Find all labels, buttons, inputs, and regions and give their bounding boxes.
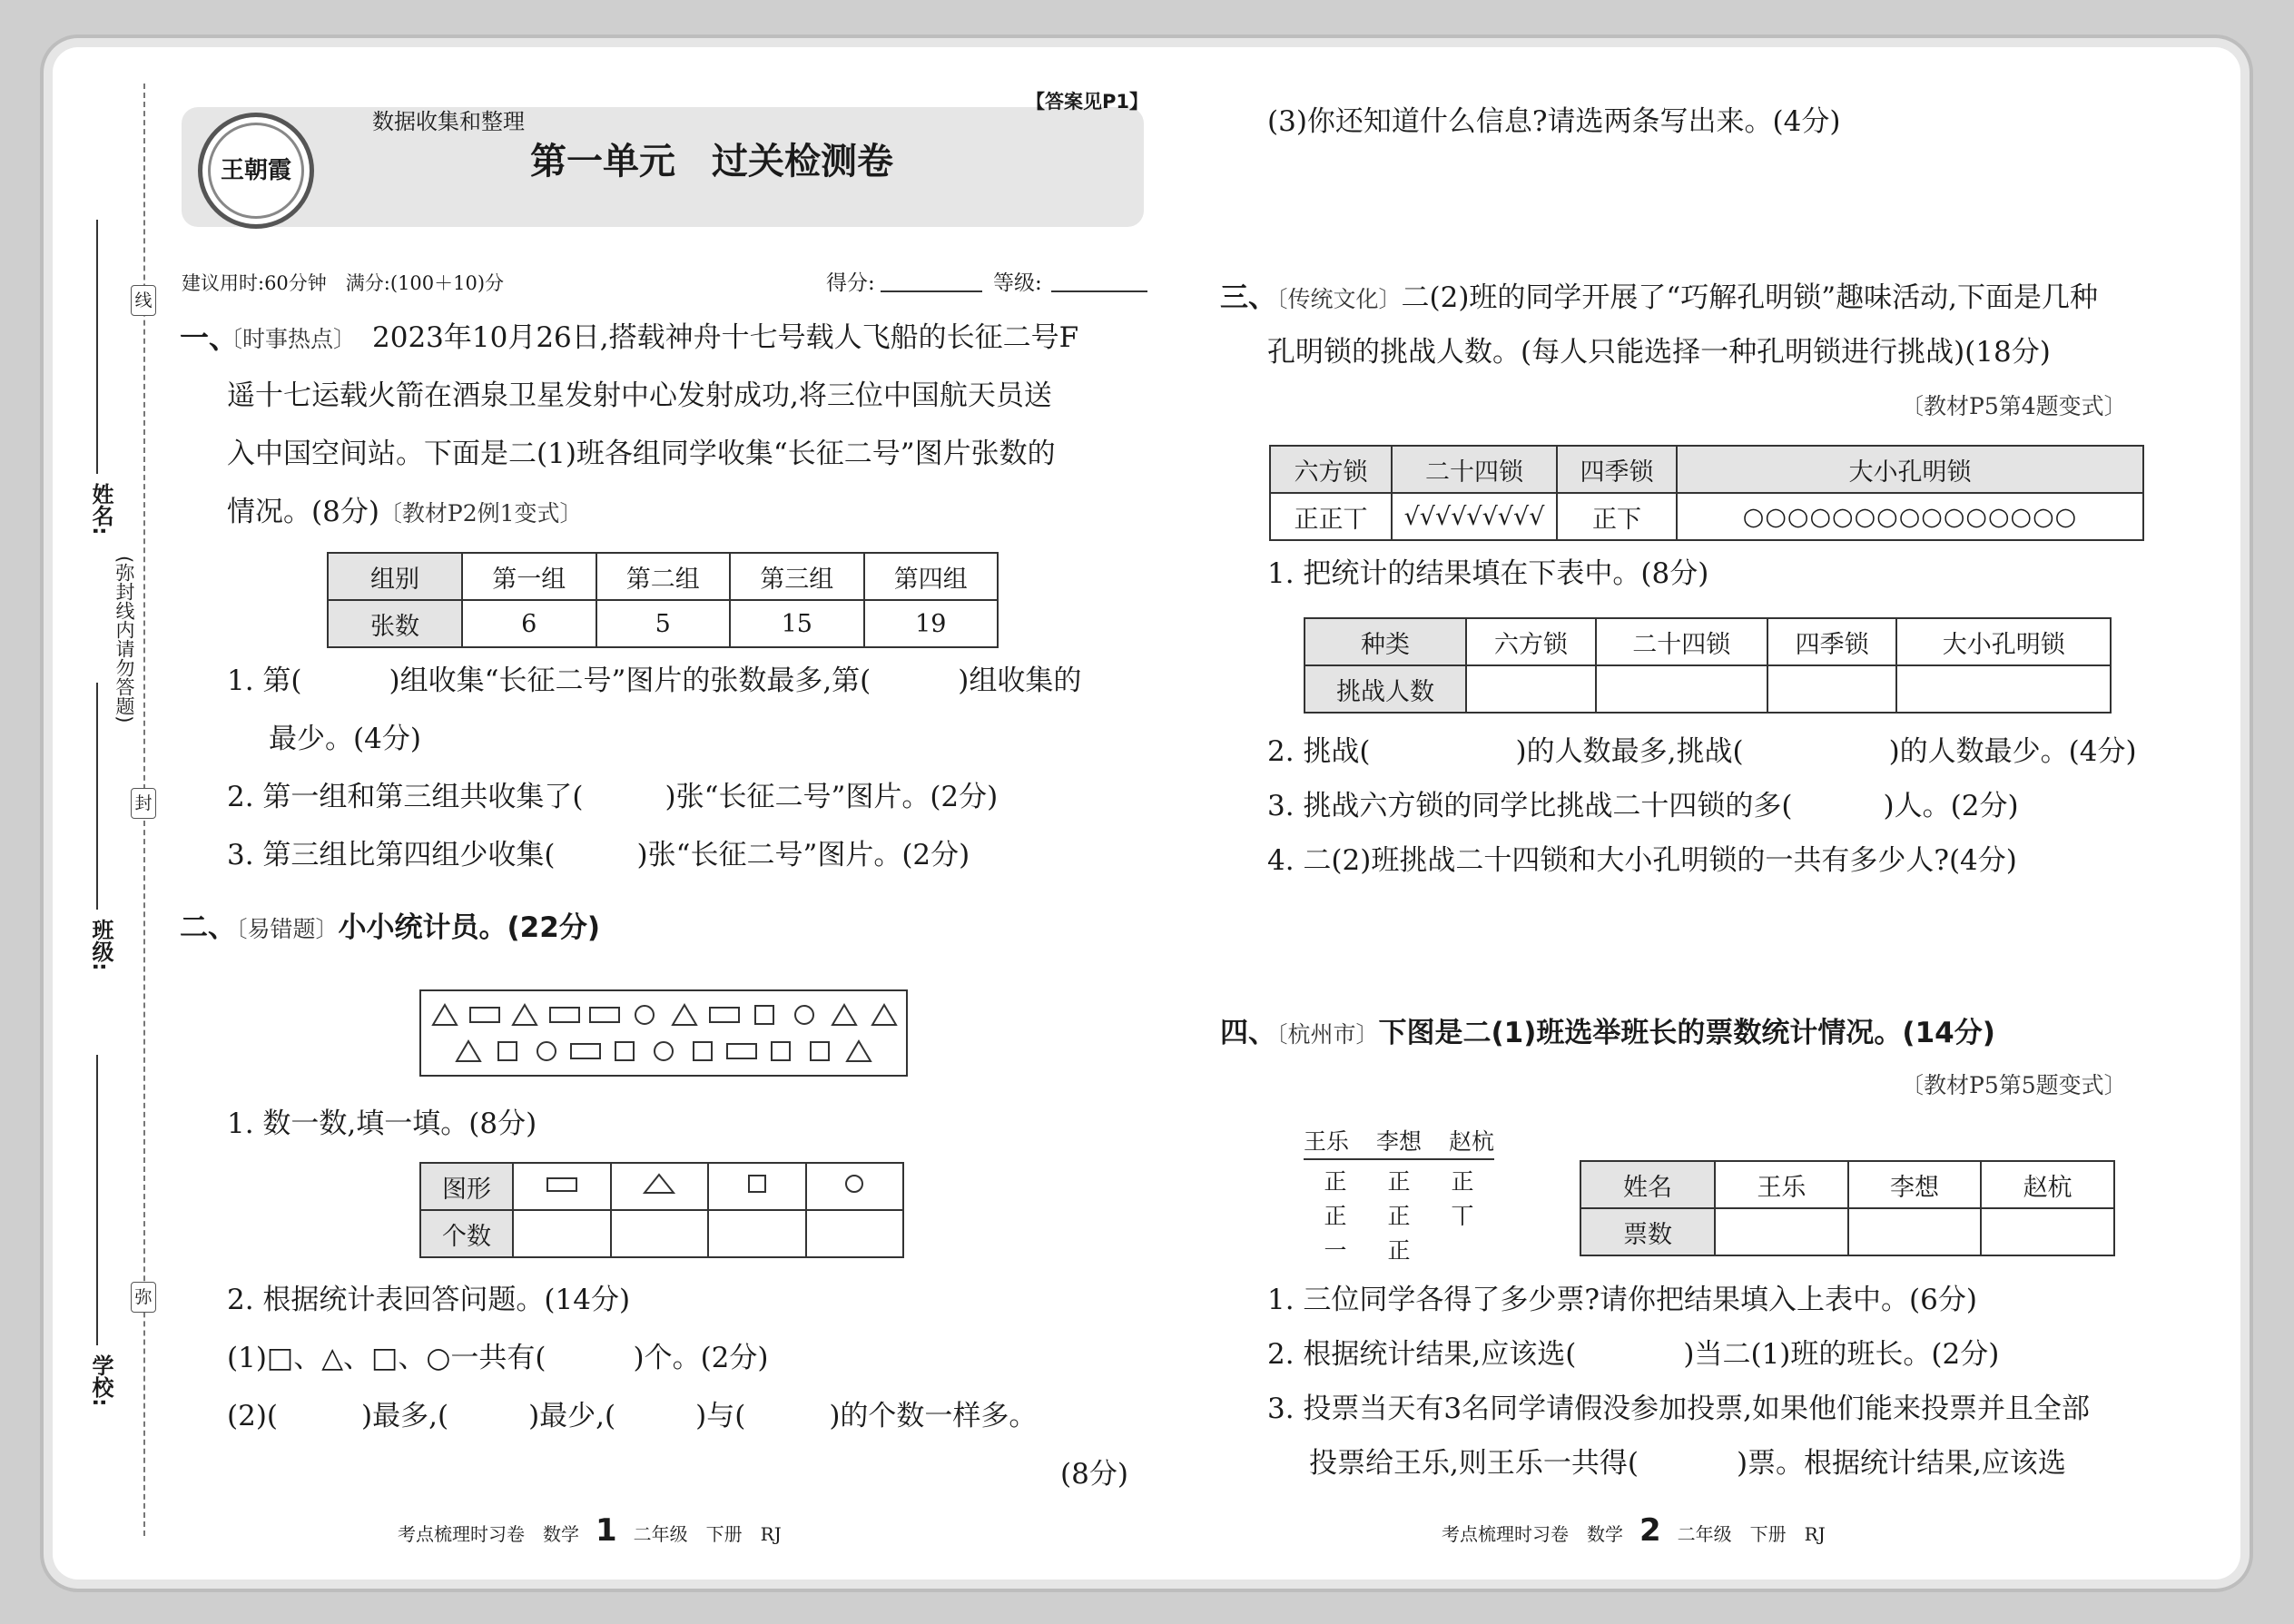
q4-sub2-text: 2. 根据统计结果,应该选( — [1267, 1338, 1577, 1371]
q4-sub3-cont — [1309, 1445, 2066, 1481]
q1-number: 一、 — [180, 320, 239, 355]
q3-result-row-label: 挑战人数 — [1305, 665, 1466, 713]
q4-title: 下图是二(1)班选举班长的票数统计情况。(14分) — [1378, 1017, 1995, 1049]
table-row — [420, 1163, 903, 1210]
q1-source: 〔教材P2例1变式〕 — [379, 500, 583, 527]
table-row — [1305, 618, 2111, 665]
q2-answer-cell[interactable] — [513, 1210, 611, 1257]
q3-tally-mark: ○○○○○○○○○○○○○○○ — [1677, 493, 2143, 540]
q2-sub2-2-text-5: )的个数一样多。 — [829, 1400, 1038, 1432]
q1-row-label: 张数 — [328, 600, 462, 647]
square-shape-icon — [811, 1042, 829, 1060]
square-shape-icon — [739, 1172, 775, 1196]
q2-number: 二、 — [180, 911, 236, 944]
tally-mark: 正 — [1324, 1168, 1347, 1195]
seal-mark-mi: 弥 — [131, 1282, 156, 1313]
rect-shape-icon — [544, 1173, 580, 1195]
q1-header-cell: 第四组 — [864, 553, 999, 600]
circle-shape-icon — [795, 1006, 813, 1024]
q3-tag: 〔传统文化〕 — [1276, 286, 1402, 312]
square-shape-icon — [772, 1042, 790, 1060]
q3-answer-cell[interactable] — [1596, 665, 1767, 713]
q3-line-2: 孔明锁的挑战人数。(每人只能选择一种孔明锁进行挑战)(18分) — [1267, 336, 2051, 369]
q2-table — [419, 1162, 904, 1258]
q1-tag: 〔时事热点〕 — [220, 326, 357, 352]
q3-sub2-text-2: )的人数最多,挑战( — [1515, 735, 1744, 768]
binding-note: (弥封线内请勿答题) — [113, 556, 135, 723]
q3-tally-mark: 正正丅 — [1270, 493, 1392, 540]
answer-ref: 【答案见P1】 — [1026, 91, 1149, 113]
q2-sub2: 2. 根据统计表回答问题。(14分) — [227, 1284, 631, 1316]
q1-sub3 — [227, 837, 970, 873]
q2-sub2-2-text: (2)( — [227, 1400, 279, 1432]
footer-right-text: 考点梳理时习卷 数学 — [1442, 1523, 1623, 1545]
q4-sub3-cont-text-2: )票。根据统计结果,应该选 — [1736, 1447, 2066, 1480]
table-row — [1580, 1208, 2114, 1255]
q1-sub2 — [227, 779, 998, 815]
q2-sub3: (3)你还知道什么信息?请选两条写出来。(4分) — [1267, 105, 1841, 138]
triangle-shape-icon — [673, 1005, 696, 1025]
q1-sub1-text-3: )组收集的 — [958, 664, 1082, 697]
table-row — [328, 600, 998, 647]
q4-row-label: 票数 — [1580, 1208, 1715, 1255]
exam-paper — [53, 47, 2240, 1580]
q3-tally-header: 大小孔明锁 — [1677, 446, 2143, 493]
q4-table — [1580, 1160, 2115, 1256]
q3-tally-mark: √√√√√√√√√ — [1392, 493, 1557, 540]
q2-sub1: 1. 数一数,填一填。(8分) — [227, 1107, 537, 1140]
q1-line-3: 入中国空间站。下面是二(1)班各组同学收集“长征二号”图片张数的 — [227, 438, 1056, 470]
square-shape-icon — [615, 1042, 634, 1060]
q2-heading — [180, 910, 600, 948]
section-label: 数据收集和整理 — [372, 109, 525, 134]
q1-line-4-text: 情况。(8分) — [227, 496, 379, 528]
q1-value-cell: 6 — [462, 600, 596, 647]
q3-sub3-text-2: )人。(2分) — [1883, 790, 2019, 822]
q2-shape-cell — [611, 1163, 709, 1210]
q2-row-label: 个数 — [420, 1210, 513, 1257]
rect-shape-icon — [590, 1008, 619, 1022]
class-label: 班级: — [88, 919, 113, 971]
page-number-1: 1 — [596, 1512, 617, 1549]
triangle-shape-icon — [832, 1005, 856, 1025]
shapes-box — [419, 989, 908, 1077]
table-row — [1580, 1161, 2114, 1208]
q1-sub3-text-2: )张“长征二号”图片。(2分) — [636, 839, 970, 871]
q3-sub2 — [1267, 733, 2137, 770]
q2-sub2-1-text-2: )个。(2分) — [633, 1342, 769, 1374]
footer-left-text: 考点梳理时习卷 数学 — [398, 1523, 579, 1545]
q2-shape-cell — [806, 1163, 904, 1210]
q3-result-header: 二十四锁 — [1596, 618, 1767, 665]
logo-seal — [198, 113, 314, 229]
q2-shape-cell — [513, 1163, 611, 1210]
q1-sub1-cont: 最少。(4分) — [269, 723, 421, 755]
seal-mark-line: 线 — [131, 285, 156, 316]
circle-shape-icon — [635, 1006, 654, 1024]
grade-field[interactable] — [1051, 290, 1147, 292]
table-row — [1305, 665, 2111, 713]
logo-text: 王朝霞 — [220, 157, 291, 184]
q3-result-table — [1304, 617, 2112, 714]
footer-right-right: 二年级 下册 RJ — [1677, 1523, 1826, 1545]
q3-result-header: 四季锁 — [1767, 618, 1897, 665]
circle-shape-icon — [836, 1172, 872, 1196]
q2-sub2-2-text-2: )最多,( — [361, 1400, 449, 1432]
table-row — [420, 1210, 903, 1257]
tally-mark: 一 — [1324, 1237, 1347, 1264]
q4-header-cell: 王乐 — [1715, 1161, 1848, 1208]
table-row — [328, 553, 998, 600]
tally-row — [1304, 1198, 1494, 1233]
rect-shape-icon — [727, 1044, 756, 1058]
tally-mark: 丅 — [1451, 1203, 1474, 1229]
table-row — [1270, 446, 2143, 493]
square-shape-icon — [498, 1042, 517, 1060]
q4-answer-cell[interactable] — [1848, 1208, 1982, 1255]
q2-sub2-1-text: (1)□、△、□、○一共有( — [227, 1342, 546, 1374]
seal-mark-seal: 封 — [131, 788, 156, 819]
q3-tally-header: 四季锁 — [1557, 446, 1677, 493]
q1-header-cell: 第二组 — [596, 553, 731, 600]
tally-name: 王乐 — [1304, 1128, 1350, 1155]
class-field[interactable] — [96, 683, 98, 910]
page-title: 第一单元 过关检测卷 — [530, 141, 893, 182]
q3-line-1-text: 二(2)班的同学开展了“巧解孔明锁”趣味活动,下面是几种 — [1401, 281, 2098, 314]
q2-answer-cell[interactable] — [708, 1210, 806, 1257]
q4-heading — [1220, 1015, 1995, 1053]
q3-answer-cell[interactable] — [1896, 665, 2111, 713]
q1-line-2: 遥十七运载火箭在酒泉卫星发射中心发射成功,将三位中国航天员送 — [227, 379, 1052, 412]
footer-left-right: 二年级 下册 RJ — [633, 1523, 782, 1545]
triangle-shape-icon — [433, 1005, 457, 1025]
q2-tag: 〔易错题〕 — [236, 916, 339, 942]
school-label: 学校: — [88, 1354, 113, 1407]
rect-shape-icon — [710, 1008, 739, 1022]
circle-shape-icon — [537, 1042, 556, 1060]
q4-sub2 — [1267, 1336, 1999, 1373]
q3-answer-cell[interactable] — [1767, 665, 1897, 713]
q4-sub3-cont-text: 投票给王乐,则王乐一共得( — [1309, 1447, 1639, 1480]
q4-answer-cell[interactable] — [1981, 1208, 2114, 1255]
q1-sub1-text: 1. 第( — [227, 664, 302, 697]
q4-source: 〔教材P5第5题变式〕 — [1901, 1072, 2127, 1098]
q1-sub1-text-2: )组收集“长征二号”图片的张数最多,第( — [389, 664, 871, 697]
tally-mark: 正 — [1324, 1203, 1347, 1229]
q1-header-cell: 第三组 — [730, 553, 864, 600]
q4-header-cell: 赵杭 — [1981, 1161, 2114, 1208]
triangle-shape-icon — [847, 1041, 871, 1061]
tally-mark: 正 — [1387, 1203, 1411, 1229]
q2-sub2-2-text-3: )最少,( — [528, 1400, 616, 1432]
rect-shape-icon — [571, 1044, 600, 1058]
tally-row — [1304, 1164, 1494, 1198]
q3-line-1 — [1220, 280, 2098, 318]
q4-tag: 〔杭州市〕 — [1276, 1021, 1379, 1048]
q3-sub2-text-3: )的人数最少。(4分) — [1888, 735, 2137, 768]
score-field[interactable] — [881, 290, 982, 292]
q1-sub2-text: 2. 第一组和第三组共收集了( — [227, 781, 584, 813]
q4-sub1: 1. 三位同学各得了多少票?请你把结果填入上表中。(6分) — [1267, 1284, 1977, 1316]
q1-header-cell: 第一组 — [462, 553, 596, 600]
q3-tally-header: 六方锁 — [1270, 446, 1392, 493]
name-label: 姓名: — [88, 483, 113, 536]
q3-tally-header: 二十四锁 — [1392, 446, 1557, 493]
tally-mark: 正 — [1387, 1237, 1411, 1264]
q3-result-header: 六方锁 — [1466, 618, 1596, 665]
q2-sub2-1 — [227, 1340, 769, 1376]
q3-result-header: 大小孔明锁 — [1896, 618, 2111, 665]
q1-value-cell: 15 — [730, 600, 864, 647]
q3-sub3-text: 3. 挑战六方锁的同学比挑战二十四锁的多( — [1267, 790, 1793, 822]
triangle-shape-icon — [872, 1005, 896, 1025]
q2-title: 小小统计员。(22分) — [338, 911, 600, 944]
triangle-shape-icon — [457, 1041, 480, 1061]
q4-sub2-text-2: )当二(1)班的班长。(2分) — [1683, 1338, 2000, 1371]
tally-mark: 正 — [1451, 1168, 1474, 1195]
table-row — [1270, 493, 2143, 540]
q3-result-header: 种类 — [1305, 618, 1466, 665]
triangle-shape-icon — [641, 1172, 677, 1196]
shapes-figure — [421, 991, 906, 1075]
q4-tally-figure — [1304, 1124, 1494, 1267]
q3-source: 〔教材P5第4题变式〕 — [1901, 393, 2127, 419]
q1-sub3-text: 3. 第三组比第四组少收集( — [227, 839, 556, 871]
q1-header-cell: 组别 — [328, 553, 462, 600]
grade-label: 等级: — [993, 271, 1042, 295]
q3-tally-table — [1269, 445, 2144, 541]
q1-line-1: 2023年10月26日,搭载神舟十七号载人飞船的长征二号F — [372, 321, 1079, 354]
q4-sub3: 3. 投票当天有3名同学请假没参加投票,如果他们能来投票并且全部 — [1267, 1393, 2091, 1425]
q1-table — [327, 552, 999, 648]
q1-value-cell: 19 — [864, 600, 999, 647]
tally-names — [1304, 1124, 1494, 1160]
page-number-2: 2 — [1639, 1512, 1661, 1549]
tally-mark — [1451, 1233, 1473, 1267]
q1-sub2-text-2: )张“长征二号”图片。(2分) — [665, 781, 999, 813]
square-shape-icon — [755, 1006, 773, 1024]
q2-sub2-2 — [227, 1398, 1037, 1434]
q2-sub2-2-text-4: )与( — [695, 1400, 746, 1432]
square-shape-icon — [694, 1042, 712, 1060]
q4-number: 四、 — [1220, 1017, 1276, 1049]
q3-sub4: 4. 二(2)班挑战二十四锁和大小孔明锁的一共有多少人?(4分) — [1267, 844, 2017, 877]
q1-value-cell: 5 — [596, 600, 731, 647]
q4-header-cell: 姓名 — [1580, 1161, 1715, 1208]
q2-shape-cell — [708, 1163, 806, 1210]
tally-row — [1304, 1233, 1494, 1267]
q2-answer-cell[interactable] — [611, 1210, 709, 1257]
q3-number: 三、 — [1220, 281, 1276, 314]
q3-tally-mark: 正下 — [1557, 493, 1677, 540]
q2-sub2-2-score: (8分) — [1060, 1458, 1128, 1491]
q2-header-label: 图形 — [420, 1163, 513, 1210]
q2-answer-cell[interactable] — [806, 1210, 904, 1257]
time-info: 建议用时:60分钟 满分:(100＋10)分 — [182, 272, 505, 294]
q3-sub1: 1. 把统计的结果填在下表中。(8分) — [1267, 557, 1709, 590]
q4-answer-cell[interactable] — [1715, 1208, 1848, 1255]
name-field[interactable] — [96, 220, 98, 474]
tally-name: 李想 — [1375, 1128, 1422, 1155]
q4-header-cell: 李想 — [1848, 1161, 1982, 1208]
footer-left — [398, 1512, 782, 1549]
q3-answer-cell[interactable] — [1466, 665, 1596, 713]
tally-mark: 正 — [1387, 1168, 1411, 1195]
q3-sub3 — [1267, 788, 2019, 824]
q1-sub1 — [227, 663, 1081, 699]
q1-line-4 — [227, 494, 583, 532]
footer-right — [1442, 1512, 1826, 1549]
school-field[interactable] — [96, 1055, 98, 1345]
triangle-shape-icon — [513, 1005, 537, 1025]
circle-shape-icon — [655, 1042, 673, 1060]
q3-sub2-text: 2. 挑战( — [1267, 735, 1371, 768]
rect-shape-icon — [550, 1008, 579, 1022]
rect-shape-icon — [470, 1008, 499, 1022]
score-label: 得分: — [826, 271, 875, 295]
tally-name: 赵杭 — [1448, 1128, 1494, 1155]
